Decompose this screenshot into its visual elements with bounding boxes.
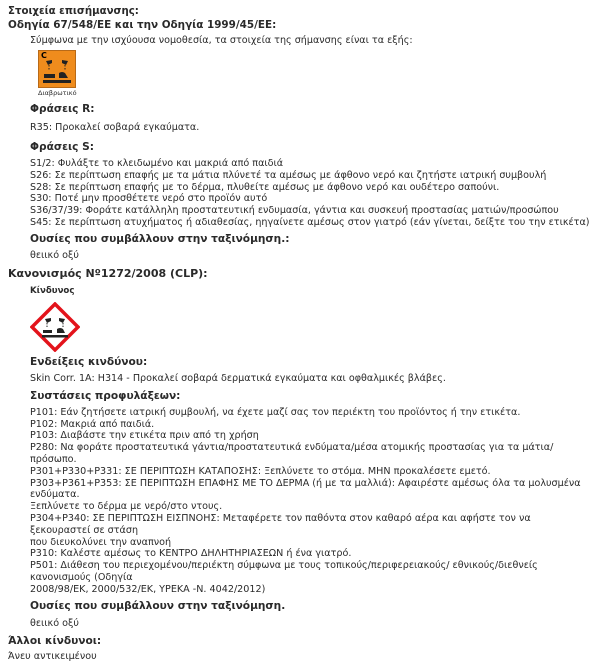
substances-value: θειικό οξύ bbox=[30, 617, 79, 629]
substances-title: Ουσίες που συμβάλλουν στην ταξινόμηση.: bbox=[30, 232, 290, 245]
pictogram-letter: C bbox=[41, 51, 47, 60]
precaution-line: P310: Καλέστε αμέσως το ΚΕΝΤΡΟ ΔΗΛΗΤΗΡΙΑΣΕΩΝ ή ένα γιατρό. bbox=[30, 548, 352, 560]
s-phrases-title: Φράσεις S: bbox=[30, 141, 94, 153]
s-phrase-item: S45: Σε περίπτωση ατυχήματος ή αδιαθεσίας, ηηγαίνετε αμέσως στον γιατρό (εάν γίνεται, δείξτε του την ετικέτα) bbox=[30, 216, 590, 228]
precaution-title: Συστάσεις προφυλάξεων: bbox=[30, 389, 181, 402]
s-phrase-item: S28: Σε περίπτωση επαφής με το δέρμα, πλυθείτε αμέσως με άφθονο νερό και ουδέτερο σαπούνι. bbox=[30, 181, 500, 193]
pictogram-label: Διαβρωτικό bbox=[38, 89, 77, 97]
precaution-line: Ξεπλύνετε το δέρμα με νερό/στο ντους. bbox=[30, 501, 223, 513]
precaution-line: που διευκολύνει την αναπνοή bbox=[30, 536, 172, 548]
precaution-line: P102: Μακριά από παιδιά. bbox=[30, 418, 155, 430]
precaution-line: P301+P330+P331: ΣΕ ΠΕΡΙΠΤΩΣΗ ΚΑΤΑΠΟΣΗΣ: Ξεπλύνετε το στόμα. ΜΗΝ προκαλέσετε εμετό. bbox=[30, 465, 491, 477]
s-phrase-item: S26: Σε περίπτωση επαφής με τα μάτια πλύνετέ τα αμέσως με άφθονο νερό και ζητήστε ιατρική συμβουλή bbox=[30, 169, 547, 181]
corrosive-pictogram bbox=[38, 50, 76, 97]
precaution-line: P304+P340: ΣΕ ΠΕΡΙΠΤΩΣΗ ΕΙΣΠΝΟΗΣ: Μεταφέρετε τον παθόντα στον καθαρό αέρα και αφήστε τον να ξεκουραστεί σε στάση bbox=[30, 512, 531, 536]
hazard-text: Skin Corr. 1A: H314 - Προκαλεί σοβαρά δερματικά εγκαύματα και οφθαλμικές βλάβες. bbox=[30, 372, 446, 384]
ghs05-corrosion-icon bbox=[30, 302, 80, 352]
precaution-line: P101: Εάν ζητήσετε ιατρική συμβουλή, να έχετε μαζί σας τον περιέκτη του προϊόντος ή την ετικέτα. bbox=[30, 406, 521, 418]
substances-value: θειικό οξύ bbox=[30, 249, 79, 261]
clp-heading: Κανονισμός Νº1272/2008 (CLP): bbox=[8, 266, 208, 280]
r-phrase-item: R35: Προκαλεί σοβαρά εγκαύματα. bbox=[30, 122, 200, 133]
precaution-line: P303+P361+P353: ΣΕ ΠΕΡΙΠΤΩΣΗ ΕΠΑΦΗΣ ΜΕ ΤΟ ΔΕΡΜΑ (ή με τα μαλλιά): Αφαιρέστε αμέσως όλα τα μολυσμένα ενδύματα. bbox=[30, 477, 581, 501]
s-phrase-item: S30: Ποτέ μην προσθέτετε νερό στο προϊόν αυτό bbox=[30, 193, 268, 205]
precaution-list bbox=[8, 407, 592, 596]
section-title: Στοιχεία επισήμανσης: bbox=[8, 6, 139, 17]
signal-word: Κίνδυνος bbox=[30, 285, 75, 296]
s-phrases-list bbox=[8, 158, 592, 229]
other-hazards-title: Άλλοι κίνδυνοι: bbox=[8, 634, 102, 647]
s-phrase-item: S1/2: Φυλάξτε το κλειδωμένο και μακριά από παιδιά bbox=[30, 158, 284, 169]
precaution-line: P103: Διαβάστε την ετικέτα πριν από τη χρήση bbox=[30, 430, 259, 442]
precaution-line: 2008/98/ΕΚ, 2000/532/ΕΚ, ΥΡΕΚΑ -Ν. 4042/2012) bbox=[30, 583, 266, 595]
corrosive-icon bbox=[38, 50, 76, 88]
intro-text: Σύμφωνα με την ισχύουσα νομοθεσία, τα στοιχεία της σήμανσης είναι τα εξής: bbox=[30, 35, 413, 46]
r-phrases-title: Φράσεις R: bbox=[30, 103, 95, 115]
precaution-line: P280: Να φοράτε προστατευτικά γάντια/προστατευτικά ενδύματα/μέσα ατομικής προστασίας για τα μάτια/πρόσωπο. bbox=[30, 442, 554, 465]
directive-heading: Οδηγία 67/548/ΕΕ και την Οδηγία 1999/45/ΕΕ: bbox=[8, 19, 277, 31]
hazard-title: Ενδείξεις κινδύνου: bbox=[30, 355, 148, 368]
other-hazards-value: Άνευ αντικειμένου bbox=[8, 650, 97, 662]
s-phrase-item: S36/37/39: Φοράτε κατάλληλη προστατευτική ενδυμασία, γάντια και συσκευή προστασίας ματιών/προσώπου bbox=[30, 205, 559, 217]
precaution-line: P501: Διάθεση του περιεχομένου/περιέκτη σύμφωνα με τους τοπικούς/περιφερειακούς/ εθνικούς/διεθνείς κανονισμούς (Οδηγία bbox=[30, 560, 538, 583]
substances-title: Ουσίες που συμβάλλουν στην ταξινόμηση. bbox=[30, 599, 286, 612]
